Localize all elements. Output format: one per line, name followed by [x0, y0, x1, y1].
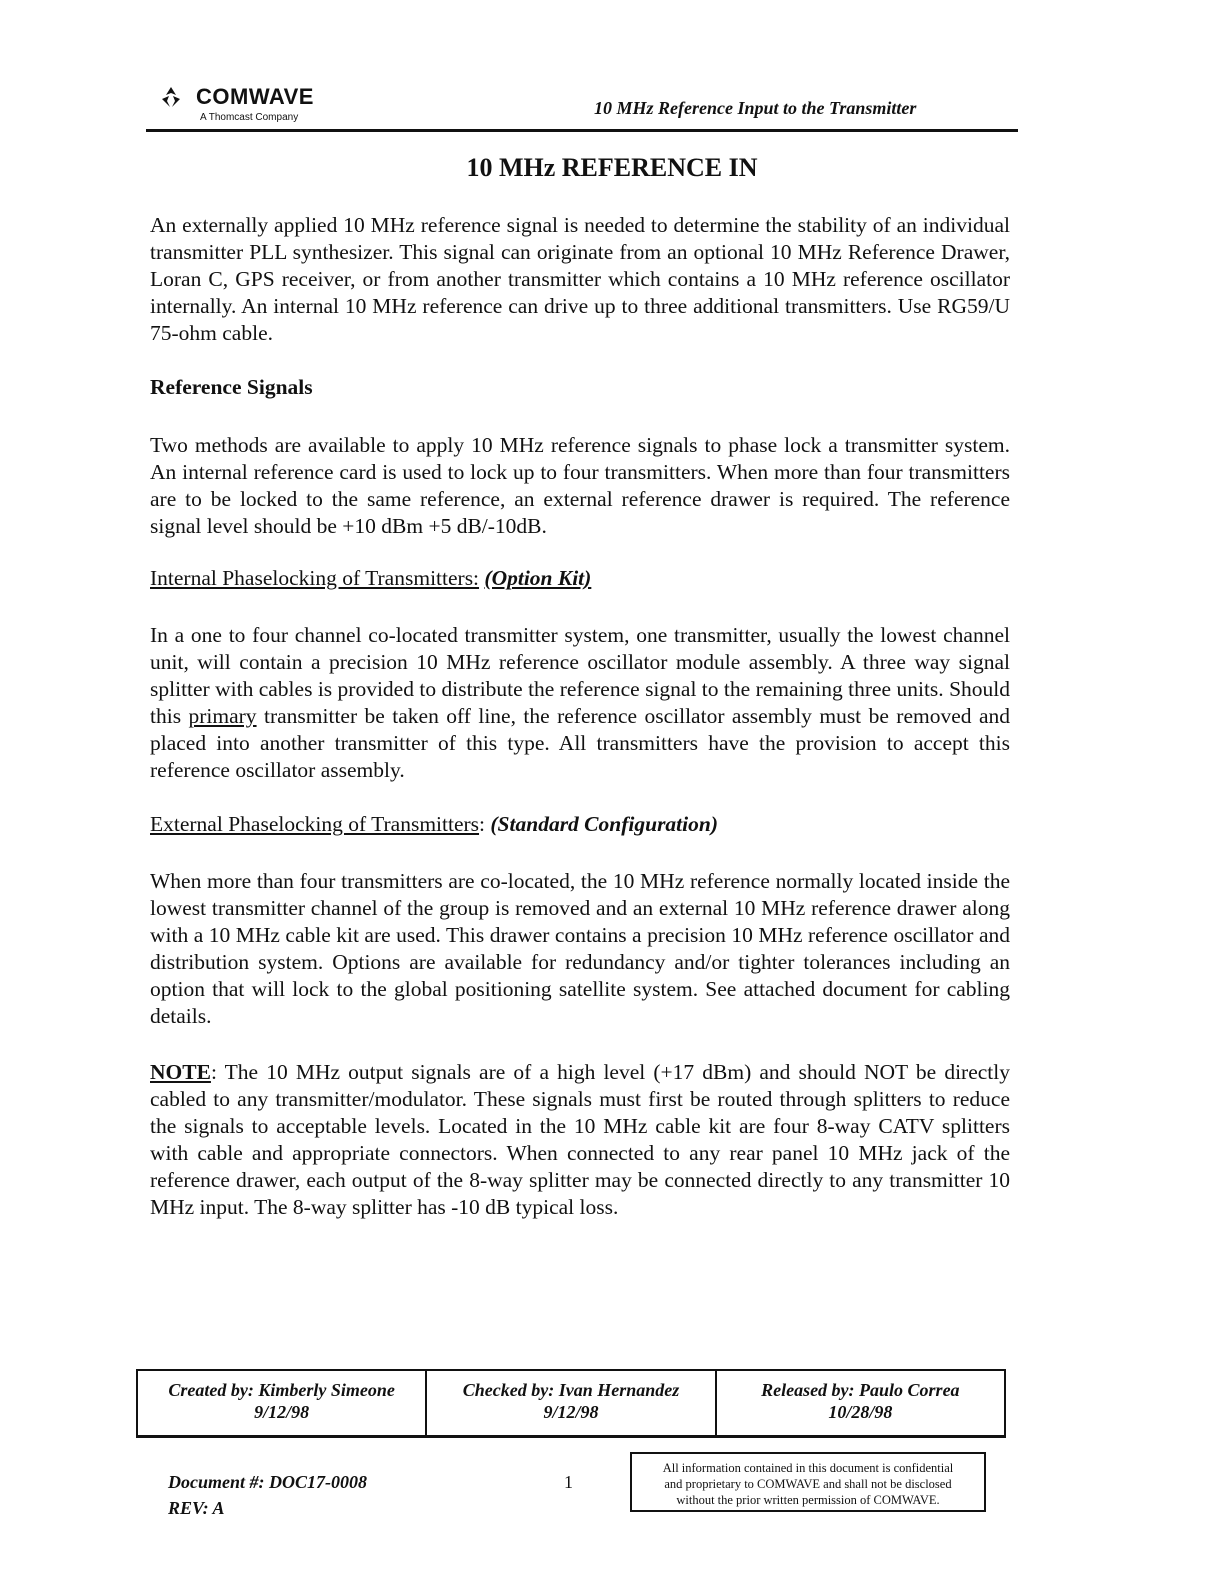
document-number: Document #: DOC17-0008	[168, 1472, 367, 1492]
reference-signals-paragraph: Two methods are available to apply 10 MHz reference signals to phase lock a transmitter system. An internal reference card is used to lock up to four transmitters. When more than four transmitters are to be locked to the same reference, an external reference drawer is required. The reference signal level should be +10 dBm +5 dB/-10dB.	[150, 433, 1010, 538]
created-date: 9/12/98	[254, 1402, 310, 1422]
internal-body-part1: In a one to four channel co-located transmitter system, one transmitter, usually the lowest channel unit, will contain a precision 10 MHz reference oscillator module assembly. A three way signal splitter with cables is provided to distribute the reference signal to the remaining three units. Should this	[150, 623, 1010, 728]
page-title: 10 MHz REFERENCE IN	[466, 153, 758, 182]
signoff-checked	[427, 1371, 716, 1435]
signoff-released	[717, 1371, 1004, 1435]
external-heading-colon: :	[479, 812, 486, 836]
external-heading-tag: (Standard Configuration)	[490, 812, 718, 836]
created-by: Created by: Kimberly Simeone	[168, 1380, 395, 1400]
internal-phaselocking-heading	[150, 566, 591, 591]
confidential-line: All information contained in this document is confidential	[662, 1461, 954, 1475]
internal-body-emphasis: primary	[188, 704, 257, 728]
reference-signals-heading: Reference Signals	[150, 375, 313, 399]
internal-heading-tag: (Option Kit)	[484, 566, 592, 590]
checked-date: 9/12/98	[543, 1402, 599, 1422]
external-heading-text: External Phaselocking of Transmitters	[150, 812, 480, 836]
page-number: 1	[564, 1472, 573, 1492]
signoff-created	[138, 1371, 427, 1435]
intro-paragraph: An externally applied 10 MHz reference signal is needed to determine the stability of an individual transmitter PLL synthesizer. This signal can originate from an optional 10 MHz Reference Drawer, Loran C, GPS receiver, or from another transmitter which contains a 10 MHz reference oscillator internally. An internal 10 MHz reference can drive up to three additional transmitters. Use RG59/U 75-ohm cable.	[150, 213, 1010, 345]
confidentiality-notice	[630, 1452, 986, 1512]
internal-heading-text: Internal Phaselocking of Transmitters:	[150, 566, 480, 590]
external-phaselocking-paragraph: When more than four transmitters are co-located, the 10 MHz reference normally located inside the lowest transmitter channel of the group is removed and an external 10 MHz reference drawer along with a 10 MHz cable kit are used. This drawer contains a precision 10 MHz reference oscillator and distribution system. Options are available for redundancy and/or tighter tolerances including an option that will lock to the global positioning satellite system. See attached document for cabling details.	[150, 869, 1010, 1028]
note-colon: :	[210, 1060, 217, 1084]
logo-subtitle: A Thomcast Company	[200, 112, 299, 123]
note-label: NOTE	[150, 1060, 211, 1084]
released-date: 10/28/98	[828, 1402, 893, 1422]
document-revision: REV: A	[168, 1498, 225, 1518]
company-logo	[160, 84, 330, 124]
external-phaselocking-heading	[150, 812, 718, 837]
note-body: The 10 MHz output signals are of a high level (+17 dBm) and should NOT be directly cabled to any transmitter/modulator. These signals must first be routed through splitters to reduce the signals to acceptable levels. Located in the 10 MHz cable kit are four 8-way CATV splitters with cable and appropriate connectors. When connected to any rear panel 10 MHz jack of the reference drawer, each output of the 8-way splitter may be connected directly to any transmitter 10 MHz input. The 8-way splitter has -10 dB typical loss.	[150, 1060, 1010, 1219]
released-by: Released by: Paulo Correa	[761, 1380, 960, 1400]
confidential-line: and proprietary to COMWAVE and shall not be disclosed	[664, 1477, 952, 1491]
running-header-title: 10 MHz Reference Input to the Transmitter	[594, 98, 917, 118]
document-info	[168, 1469, 367, 1521]
internal-body-part2: transmitter be taken off line, the reference oscillator assembly must be removed and placed into another transmitter of this type. All transmitters have the provision to accept this reference oscillator assembly.	[150, 704, 1010, 782]
note-paragraph	[150, 1059, 1010, 1221]
comwave-logo-icon	[160, 86, 182, 108]
logo-text: COMWAVE	[196, 84, 314, 109]
confidential-line: without the prior written permission of COMWAVE.	[676, 1493, 940, 1507]
checked-by: Checked by: Ivan Hernandez	[462, 1380, 680, 1400]
signoff-table	[136, 1369, 1006, 1438]
header-divider	[146, 129, 1018, 132]
internal-phaselocking-paragraph	[150, 622, 1010, 784]
